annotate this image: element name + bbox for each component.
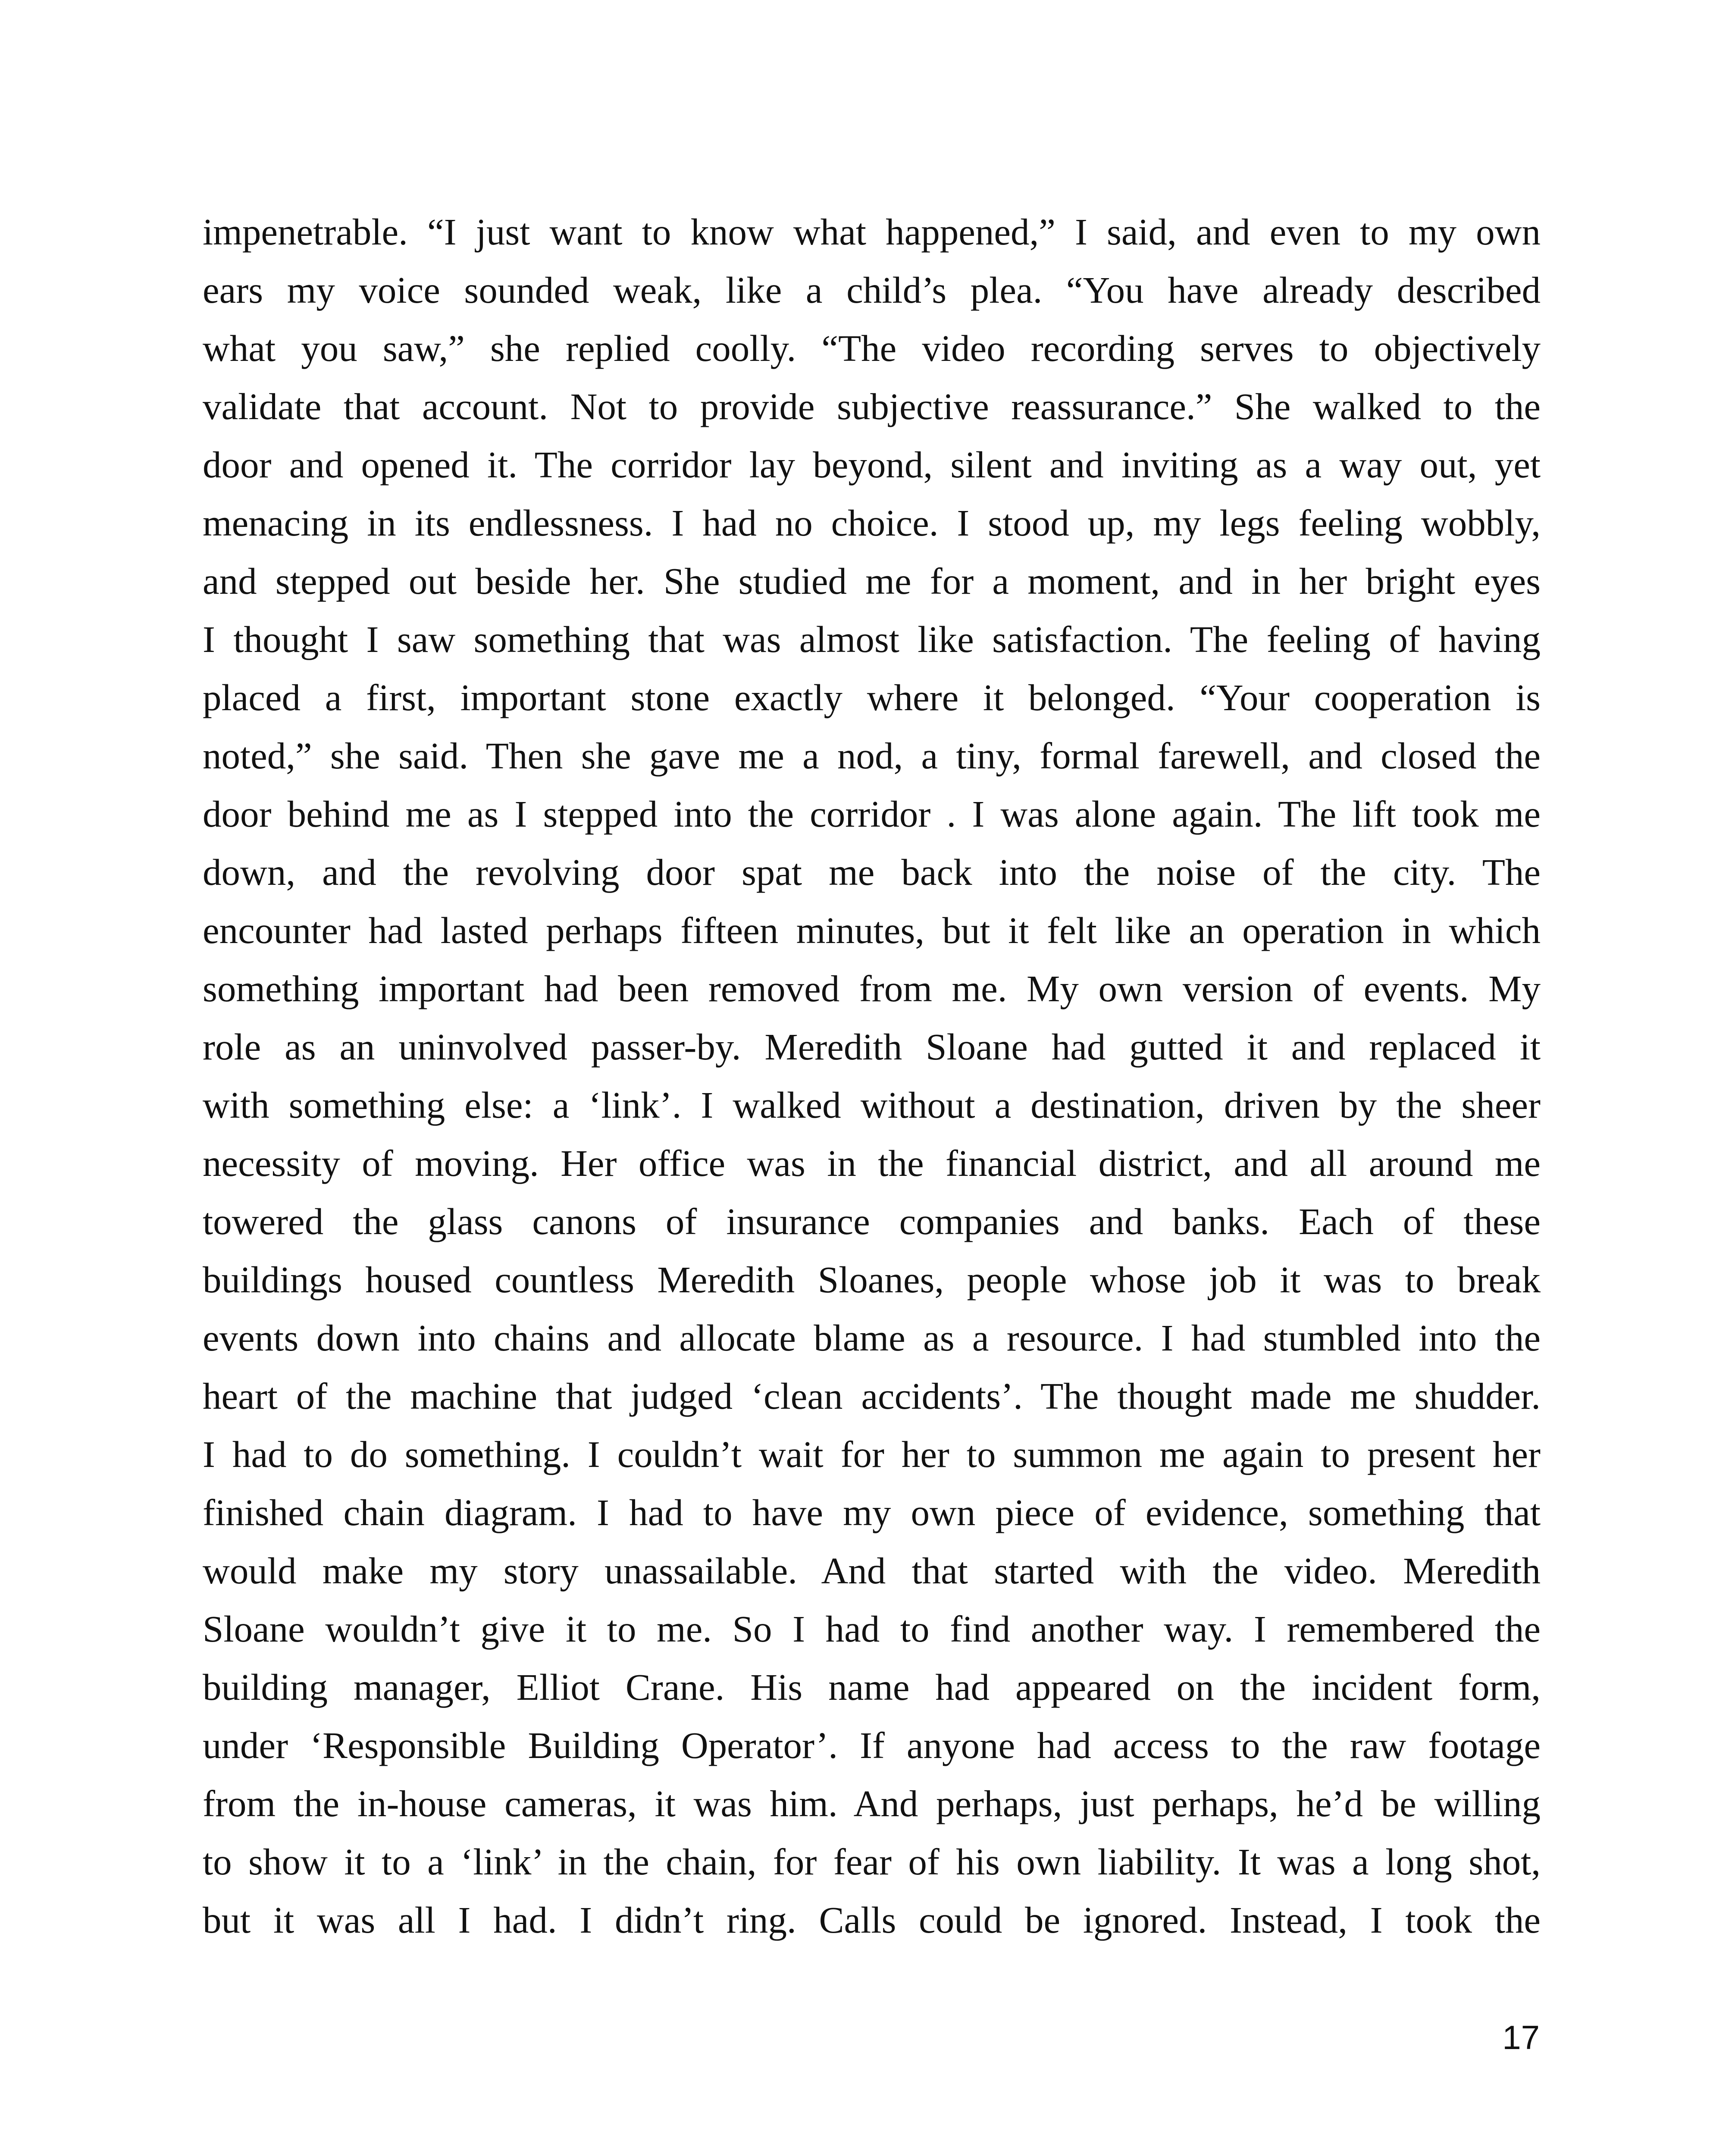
- text-line: would make my story unassailable. And that started with the video. Meredith: [203, 1550, 1541, 1592]
- text-line: buildings housed countless Meredith Sloanes, people whose job it was to break: [203, 1259, 1541, 1300]
- text-line: to show it to a ‘link’ in the chain, for fear of his own liability. It was a long shot,: [203, 1841, 1541, 1883]
- text-line: but it was all I had. I didn’t ring. Calls could be ignored. Instead, I took the: [203, 1899, 1541, 1941]
- text-line: finished chain diagram. I had to have my own piece of evidence, something that: [203, 1492, 1541, 1533]
- text-line: heart of the machine that judged ‘clean accidents’. The thought made me shudder.: [203, 1375, 1541, 1417]
- text-line: events down into chains and allocate blame as a resource. I had stumbled into the: [203, 1317, 1541, 1359]
- text-line: I thought I saw something that was almost like satisfaction. The feeling of having: [203, 618, 1541, 660]
- text-line: encounter had lasted perhaps fifteen minutes, but it felt like an operation in which: [203, 909, 1541, 951]
- text-line: under ‘Responsible Building Operator’. If anyone had access to the raw footage: [203, 1724, 1541, 1766]
- text-line: noted,” she said. Then she gave me a nod, a tiny, formal farewell, and closed the: [203, 735, 1541, 777]
- text-line: necessity of moving. Her office was in the financial district, and all around me: [203, 1142, 1541, 1184]
- text-line: menacing in its endlessness. I had no choice. I stood up, my legs feeling wobbly,: [203, 502, 1541, 544]
- text-line: from the in-house cameras, it was him. And perhaps, just perhaps, he’d be willing: [203, 1783, 1541, 1824]
- text-line: impenetrable. “I just want to know what happened,” I said, and even to my own: [203, 211, 1541, 253]
- body-text: [203, 203, 1541, 1949]
- text-line: I had to do something. I couldn’t wait for her to summon me again to present her: [203, 1433, 1541, 1475]
- text-line: Sloane wouldn’t give it to me. So I had to find another way. I remembered the: [203, 1608, 1541, 1650]
- text-line: building manager, Elliot Crane. His name had appeared on the incident form,: [203, 1666, 1541, 1708]
- text-line: and stepped out beside her. She studied me for a moment, and in her bright eyes: [203, 560, 1541, 602]
- text-line: door behind me as I stepped into the corridor . I was alone again. The lift took me: [203, 793, 1541, 835]
- text-line: with something else: a ‘link’. I walked without a destination, driven by the sheer: [203, 1084, 1541, 1126]
- page-number: 17: [1502, 2018, 1540, 2056]
- text-line: role as an uninvolved passer-by. Meredith Sloane had gutted it and replaced it: [203, 1026, 1541, 1068]
- text-line: placed a first, important stone exactly where it belonged. “Your cooperation is: [203, 677, 1541, 718]
- text-line: what you saw,” she replied coolly. “The video recording serves to objectively: [203, 327, 1541, 369]
- text-line: door and opened it. The corridor lay beyond, silent and inviting as a way out, yet: [203, 444, 1541, 486]
- text-line: ears my voice sounded weak, like a child’s plea. “You have already described: [203, 269, 1541, 311]
- text-line: something important had been removed from me. My own version of events. My: [203, 968, 1541, 1009]
- text-line: down, and the revolving door spat me back into the noise of the city. The: [203, 851, 1541, 893]
- text-line: validate that account. Not to provide subjective reassurance.” She walked to the: [203, 385, 1541, 427]
- text-line: towered the glass canons of insurance companies and banks. Each of these: [203, 1200, 1541, 1242]
